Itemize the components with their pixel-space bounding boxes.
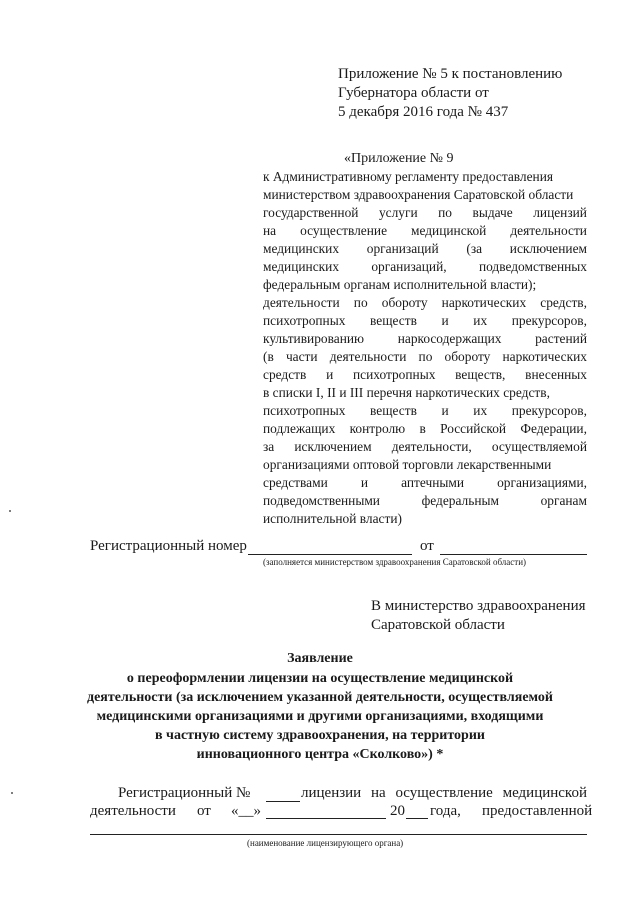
registration-note: (заполняется министерством здравоохранения Саратовской области) (263, 557, 527, 567)
appendix-line: (в части деятельности по обороту наркотических (263, 349, 587, 364)
appendix-title: «Приложение № 9 (344, 151, 454, 166)
date-year-label: года, (430, 803, 461, 819)
statement-line: о переоформлении лицензии на осуществление медицинской (126, 671, 514, 686)
appendix-line: культивированию наркосодержащих растений (263, 331, 587, 346)
recipient-line-1: В министерство здравоохранения (371, 598, 586, 614)
registration-number-field[interactable] (248, 554, 412, 555)
appendix-line: исполнительной власти) (263, 511, 402, 526)
activity-label: деятельности (90, 803, 176, 819)
appendix-line: психотропных веществ и их прекурсоров, (263, 403, 587, 418)
date-year-prefix: 20 (390, 803, 405, 819)
date-day-field[interactable]: «__» (231, 803, 261, 819)
appendix-line: средств и психотропных веществ, внесенных (263, 367, 587, 382)
statement-line: в частную систему здравоохранения, на территории (155, 728, 485, 743)
appendix-line: на осуществление медицинской деятельности (263, 223, 587, 238)
date-month-field[interactable] (266, 818, 386, 819)
appendix-line: к Административному регламенту предоставления (263, 169, 554, 184)
attachment-line-2: Губернатора области от (338, 85, 489, 101)
licensor-note: (наименование лицензирующего органа) (247, 838, 404, 848)
scan-speck (9, 510, 11, 512)
attachment-line-3: 5 декабря 2016 года № 437 (338, 104, 509, 120)
scan-speck (11, 792, 13, 794)
appendix-line: министерством здравоохранения Саратовской области (263, 187, 574, 202)
registration-from-label: от (420, 538, 434, 554)
statement-line: инновационного центра «Сколково») * (196, 747, 444, 762)
appendix-line: в списки I, II и III перечня наркотических средств, (263, 385, 550, 400)
registration-date-field[interactable] (440, 554, 587, 555)
date-from-label: от (197, 803, 211, 819)
appendix-line: деятельности по обороту наркотических средств, (263, 295, 587, 310)
statement-line: деятельности (за исключением указанной деятельности, осуществляемой (87, 690, 553, 705)
license-number-field[interactable] (266, 801, 300, 802)
date-year-field[interactable] (406, 818, 428, 819)
license-number-label: Регистрационный № (118, 785, 251, 801)
statement-title: Заявление (287, 651, 353, 666)
appendix-line: медицинских организаций (за исключением (263, 241, 587, 256)
appendix-line: организациями оптовой торговли лекарственными (263, 457, 552, 472)
appendix-line: медицинских организаций, подведомственных (263, 259, 587, 274)
issued-label: предоставленной (482, 803, 593, 819)
appendix-line: психотропных веществ и их прекурсоров, (263, 313, 587, 328)
license-text: лицензии на осуществление медицинской (301, 785, 587, 801)
appendix-line: подлежащих контролю в Российской Федерации, (263, 421, 587, 436)
appendix-line: за исключением деятельности, осуществляемой (263, 439, 587, 454)
licensor-field[interactable] (90, 834, 587, 835)
attachment-line-1: Приложение № 5 к постановлению (338, 66, 563, 82)
recipient-line-2: Саратовской области (371, 617, 505, 633)
appendix-line: средствами и аптечными организациями, (263, 475, 587, 490)
appendix-line: государственной услуги по выдаче лицензий (263, 205, 587, 220)
appendix-line: федеральным органам исполнительной власти); (263, 277, 537, 292)
registration-label: Регистрационный номер (90, 538, 247, 554)
appendix-line: подведомственными федеральным органам (263, 493, 587, 508)
statement-line: медицинскими организациями и другими организациями, входящими (96, 709, 544, 724)
